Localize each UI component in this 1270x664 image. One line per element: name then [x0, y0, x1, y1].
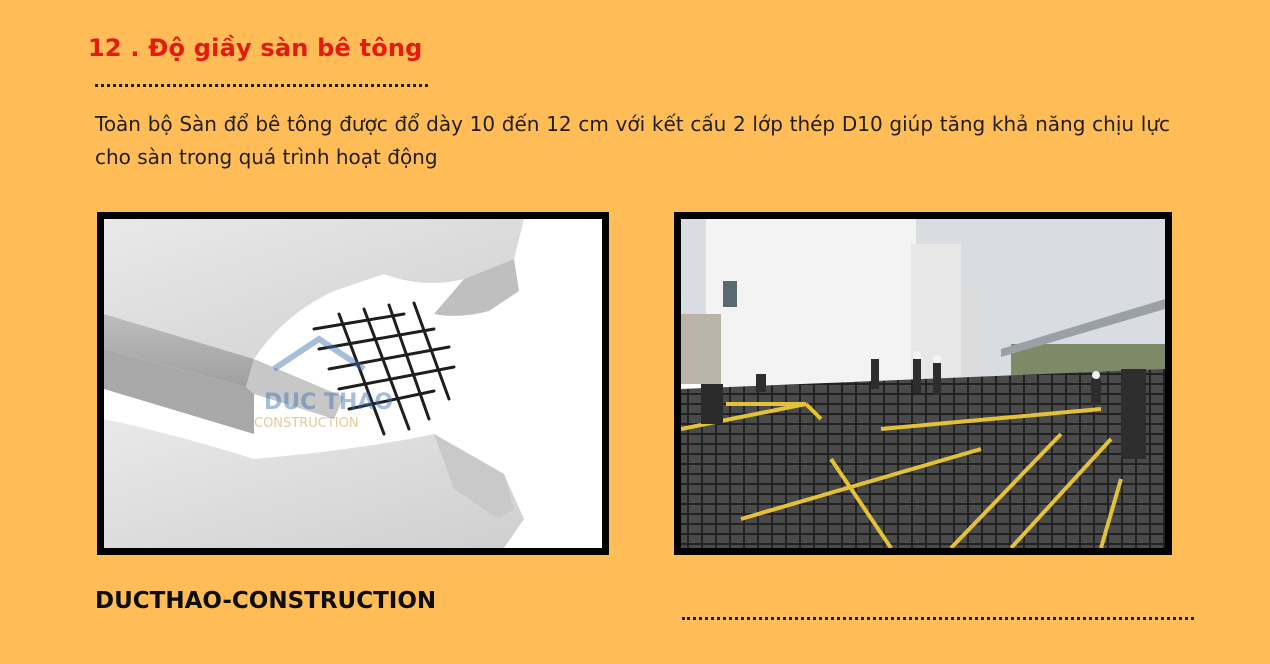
construction-site-rebar-photo-icon — [681, 219, 1165, 548]
watermark-line1: DUC THAO — [264, 390, 394, 415]
section-description: Toàn bộ Sàn đổ bê tông được đổ dày 10 đến 12 cm với kết cấu 2 lớp thép D10 giúp tăng khả năng chịu lực cho sàn trong quá trình hoạt động — [95, 112, 1170, 169]
footer-dotted-divider — [682, 617, 1194, 620]
footer-brand: DUCTHAO-CONSTRUCTION — [95, 588, 437, 614]
heading-dotted-divider — [95, 84, 428, 87]
construction-site-photo — [674, 212, 1172, 555]
watermark-line2: CONSTRUCTION — [254, 416, 359, 431]
slab-diagram-image — [97, 212, 609, 555]
concrete-slab-rebar-diagram-icon — [104, 219, 602, 548]
section-heading: 12 . Độ giầy sàn bê tông — [88, 34, 423, 62]
